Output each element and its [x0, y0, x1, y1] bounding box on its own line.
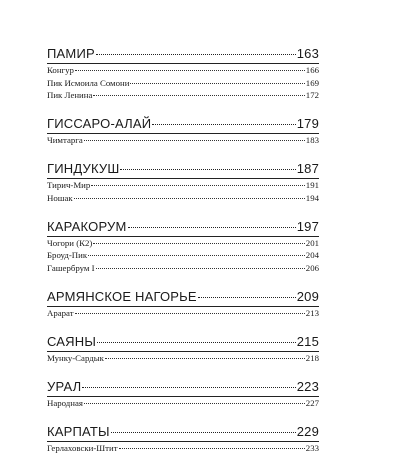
section-heading[interactable]: [47, 161, 319, 177]
dot-leader: [75, 313, 305, 314]
section-spacer: [47, 364, 319, 379]
dot-leader: [119, 448, 305, 449]
entry-title: Народная: [47, 397, 83, 408]
entry-page-number: 194: [305, 192, 319, 203]
entry-page-number: 191: [305, 180, 319, 190]
dot-leader: [120, 169, 295, 170]
section-title: КАРАКОРУМ: [47, 218, 127, 234]
section-title: ГИССАРО-АЛАЙ: [47, 116, 152, 131]
dot-leader: [88, 255, 305, 256]
section-heading[interactable]: [47, 334, 319, 350]
toc-section: [47, 334, 319, 365]
entry-page-number: 233: [305, 442, 319, 453]
entry-title: Мунку-Сардык: [47, 352, 104, 363]
toc-section: [47, 116, 319, 147]
toc-entry[interactable]: [47, 64, 319, 77]
section-title: УРАЛ: [47, 378, 82, 394]
toc-section: [47, 46, 319, 102]
toc-entry[interactable]: [47, 249, 319, 262]
entry-page-number: 218: [305, 352, 319, 363]
section-spacer: [47, 319, 319, 334]
entry-page-number: 227: [305, 397, 319, 408]
section-heading[interactable]: [47, 379, 319, 395]
dot-leader: [97, 342, 296, 343]
entry-page-number: 166: [305, 65, 319, 75]
toc-section: [47, 161, 319, 204]
dot-leader: [198, 297, 296, 298]
entry-page-number: 172: [305, 90, 319, 100]
section-page-number: 229: [296, 423, 319, 439]
dot-leader: [96, 268, 305, 269]
section-spacer: [47, 274, 319, 289]
section-heading[interactable]: [47, 289, 319, 305]
section-page-number: 215: [296, 333, 319, 349]
section-page-number: 163: [296, 46, 319, 61]
toc-entry[interactable]: [47, 307, 319, 320]
toc-section: [47, 289, 319, 320]
entry-title: Броуд-Пик: [47, 250, 88, 260]
toc-entry[interactable]: [47, 397, 319, 410]
section-page-number: 197: [296, 218, 319, 234]
toc-section: [47, 379, 319, 410]
section-title: КАРПАТЫ: [47, 423, 110, 439]
entry-page-number: 204: [305, 250, 319, 260]
section-page-number: 209: [296, 288, 319, 304]
toc-entry[interactable]: [47, 192, 319, 205]
dot-leader: [93, 243, 304, 244]
section-page-number: 223: [296, 378, 319, 394]
toc-entry[interactable]: [47, 89, 319, 102]
entry-title: Гашербрум I: [47, 262, 95, 273]
section-spacer: [47, 204, 319, 219]
dot-leader: [91, 185, 305, 186]
dot-leader: [105, 358, 305, 359]
entry-title: Тирич-Мир: [47, 180, 91, 190]
entry-page-number: 213: [305, 307, 319, 318]
toc-entry[interactable]: [47, 134, 319, 147]
dot-leader: [111, 432, 296, 433]
dot-leader: [128, 227, 296, 228]
section-heading[interactable]: [47, 116, 319, 132]
section-title: АРМЯНСКОЕ НАГОРЬЕ: [47, 288, 197, 304]
toc-entry[interactable]: [47, 237, 319, 250]
section-page-number: 187: [296, 161, 319, 176]
section-heading[interactable]: [47, 424, 319, 440]
dot-leader: [152, 124, 295, 125]
entry-page-number: 183: [305, 135, 319, 145]
dot-leader: [74, 198, 305, 199]
toc-entry[interactable]: [47, 442, 319, 455]
toc-entry[interactable]: [47, 262, 319, 275]
toc-section: [47, 219, 319, 275]
section-spacer: [47, 409, 319, 424]
entry-title: Герлаховски-Штит: [47, 442, 118, 453]
entry-title: Чогори (К2): [47, 237, 93, 248]
entry-title: Пик Исмоила Сомони: [47, 77, 130, 88]
entry-title: Ношак: [47, 192, 73, 203]
entry-title: Арарат: [47, 307, 74, 318]
toc-entry[interactable]: [47, 179, 319, 192]
dot-leader: [96, 54, 296, 55]
entry-title: Пик Ленина: [47, 90, 93, 100]
section-spacer: [47, 102, 319, 117]
table-of-contents: [47, 46, 319, 454]
section-title: САЯНЫ: [47, 333, 97, 349]
toc-entry[interactable]: [47, 352, 319, 365]
entry-title: Конгур: [47, 65, 74, 75]
section-title: ПАМИР: [47, 46, 95, 61]
dot-leader: [84, 140, 305, 141]
entry-title: Чимтарга: [47, 135, 83, 145]
entry-page-number: 206: [305, 262, 319, 273]
section-page-number: 179: [296, 116, 319, 131]
section-heading[interactable]: [47, 219, 319, 235]
dot-leader: [82, 387, 295, 388]
dot-leader: [75, 70, 305, 71]
entry-page-number: 201: [305, 237, 319, 248]
toc-entry[interactable]: [47, 77, 319, 90]
section-spacer: [47, 147, 319, 162]
entry-page-number: 169: [305, 77, 319, 88]
dot-leader: [93, 95, 304, 96]
dot-leader: [130, 83, 304, 84]
section-heading[interactable]: [47, 46, 319, 62]
toc-section: [47, 424, 319, 455]
dot-leader: [84, 403, 305, 404]
section-title: ГИНДУКУШ: [47, 161, 120, 176]
